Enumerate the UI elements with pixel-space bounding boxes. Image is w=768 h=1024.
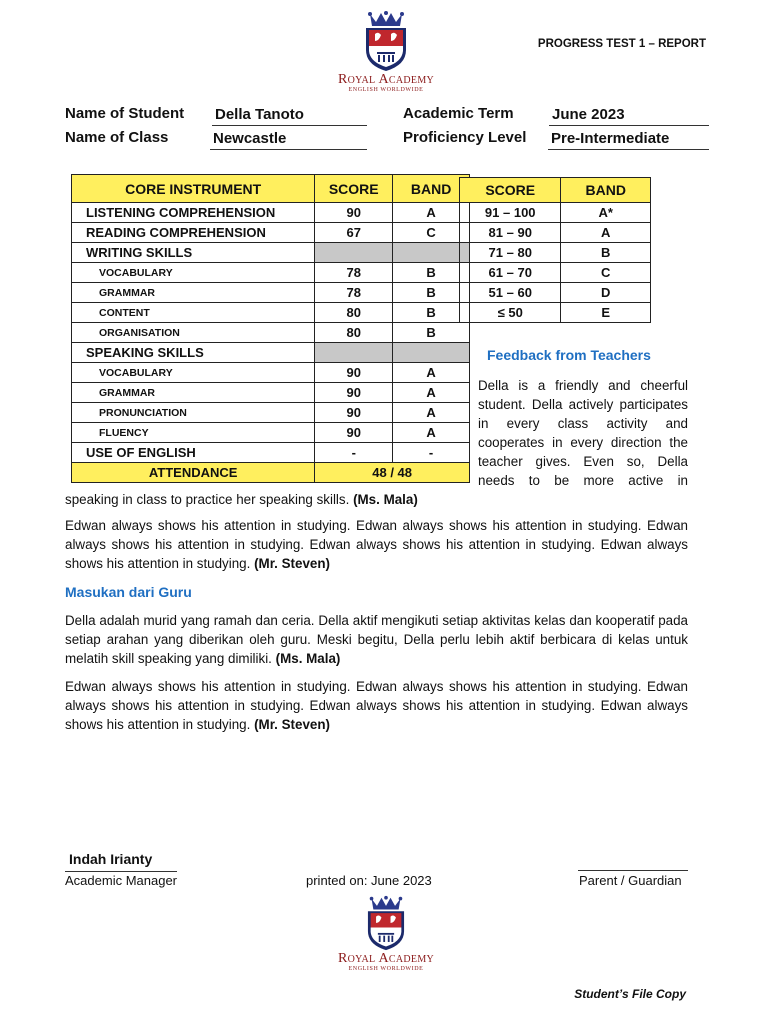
manager-signature-line [65,871,177,872]
file-copy-label: Student’s File Copy [574,987,686,1001]
core-header-instrument: CORE INSTRUMENT [72,175,315,203]
feedback-paragraph-1 [65,376,688,509]
instrument-score: 90 [315,383,393,403]
instrument-score: 90 [315,403,393,423]
instrument-name: CONTENT [72,303,315,323]
instrument-name: USE OF ENGLISH [72,443,315,463]
band-scale-table [459,177,651,323]
band-grade: C [561,263,651,283]
instrument-score: 90 [315,423,393,443]
masukan-heading: Masukan dari Guru [65,584,192,600]
table-row [72,343,470,363]
masukan-text-2: Edwan always shows his attention in studying. Edwan always shows his attention in studying. Edwan always shows his attention in studying. Edwan always shows his attention in studying. Edwan always shows his attention in studying. [65,679,688,732]
band-score: 61 – 70 [460,263,561,283]
instrument-band [393,343,470,363]
parent-label: Parent / Guardian [579,873,682,888]
instrument-score: 90 [315,203,393,223]
feedback-author-2: (Mr. Steven) [254,556,330,571]
table-row [460,203,651,223]
logo-tagline: ENGLISH WORLDWIDE [348,87,424,93]
table-row [460,223,651,243]
crest-icon [363,895,409,951]
masukan-author-2: (Mr. Steven) [254,717,330,732]
table-row [460,303,651,323]
masukan-author-1: (Ms. Mala) [275,651,341,666]
instrument-band: C [393,223,470,243]
class-value: Newcastle [210,128,367,150]
instrument-name: FLUENCY [72,423,315,443]
feedback-text-1: Della is a friendly and cheerful student. Della actively participates in every class activity and cooperates in every direction the teacher gives. Even so, Della needs to be more active in speaking in class to practice her speaking skills. [65,378,688,507]
instrument-score: - [315,443,393,463]
instrument-name: SPEAKING SKILLS [72,343,315,363]
level-label: Proficiency Level [403,129,527,146]
core-header-band: BAND [393,175,470,203]
instrument-band: B [393,303,470,323]
table-row [72,283,470,303]
student-value: Della Tanoto [212,104,367,126]
feedback-heading: Feedback from Teachers [487,347,651,363]
level-value: Pre-Intermediate [548,128,709,150]
instrument-name: PRONUNCIATION [72,403,315,423]
masukan-paragraph-2 [65,677,688,734]
feedback-text-2: Edwan always shows his attention in studying. Edwan always shows his attention in studying. Edwan always shows his attention in studying. Edwan always shows his attention in studying. Edwan always shows his attention in studying. [65,518,688,571]
band-score: 81 – 90 [460,223,561,243]
instrument-score: 80 [315,323,393,343]
band-score: 91 – 100 [460,203,561,223]
instrument-band: A [393,363,470,383]
instrument-name: ORGANISATION [72,323,315,343]
table-float-spacer [65,376,478,488]
table-row [72,203,470,223]
band-grade: E [561,303,651,323]
term-value: June 2023 [549,104,709,126]
student-label: Name of Student [65,105,185,122]
instrument-name: VOCABULARY [72,363,315,383]
instrument-name: LISTENING COMPREHENSION [72,203,315,223]
instrument-band [393,243,470,263]
table-row [72,263,470,283]
instrument-band: A [393,383,470,403]
masukan-paragraph-1 [65,611,688,668]
band-score: ≤ 50 [460,303,561,323]
instrument-band: B [393,263,470,283]
manager-name: Indah Irianty [69,851,153,867]
band-header-score: SCORE [460,178,561,203]
logo-tagline: ENGLISH WORLDWIDE [348,966,424,972]
table-row [460,283,651,303]
band-score: 51 – 60 [460,283,561,303]
instrument-name: VOCABULARY [72,263,315,283]
instrument-score [315,243,393,263]
band-grade: A [561,223,651,243]
crest-icon [361,10,411,72]
attendance-value: 48 / 48 [315,463,470,483]
instrument-score: 78 [315,263,393,283]
bottom-logo [330,895,442,973]
core-header-score: SCORE [315,175,393,203]
masukan-text-1: Della adalah murid yang ramah dan ceria. Della aktif mengikuti setiap aktivitas kelas dan kooperatif pada setiap arahan yang diberikan oleh guru. Meski begitu, Della perlu lebih aktif berbicara di kelas untuk melatih skill speaking yang dimiliki. [65,613,688,666]
table-row [460,243,651,263]
table-row [460,263,651,283]
band-grade: A* [561,203,651,223]
class-label: Name of Class [65,129,169,146]
logo-name: Royal Academy [337,72,435,87]
table-row [72,303,470,323]
instrument-score [315,343,393,363]
instrument-name: WRITING SKILLS [72,243,315,263]
feedback-paragraph-2 [65,516,688,573]
instrument-band: A [393,203,470,223]
band-header-band: BAND [561,178,651,203]
report-title: PROGRESS TEST 1 – REPORT [537,38,706,50]
instrument-name: GRAMMAR [72,383,315,403]
instrument-band: A [393,423,470,443]
instrument-score: 78 [315,283,393,303]
table-row [72,243,470,263]
instrument-band: B [393,323,470,343]
band-score: 71 – 80 [460,243,561,263]
parent-signature-line [578,870,688,871]
band-grade: D [561,283,651,303]
manager-title: Academic Manager [65,873,177,888]
instrument-score: 80 [315,303,393,323]
instrument-band: - [393,443,470,463]
term-label: Academic Term [403,105,514,122]
band-grade: B [561,243,651,263]
feedback-author-1: (Ms. Mala) [353,492,418,507]
attendance-label: ATTENDANCE [72,463,315,483]
instrument-name: READING COMPREHENSION [72,223,315,243]
instrument-name: GRAMMAR [72,283,315,303]
table-row [72,223,470,243]
instrument-band: B [393,283,470,303]
top-logo [330,10,442,94]
logo-name: Royal Academy [337,951,435,966]
instrument-score: 67 [315,223,393,243]
instrument-score: 90 [315,363,393,383]
table-row [72,323,470,343]
instrument-band: A [393,403,470,423]
printed-on: printed on: June 2023 [306,873,432,888]
